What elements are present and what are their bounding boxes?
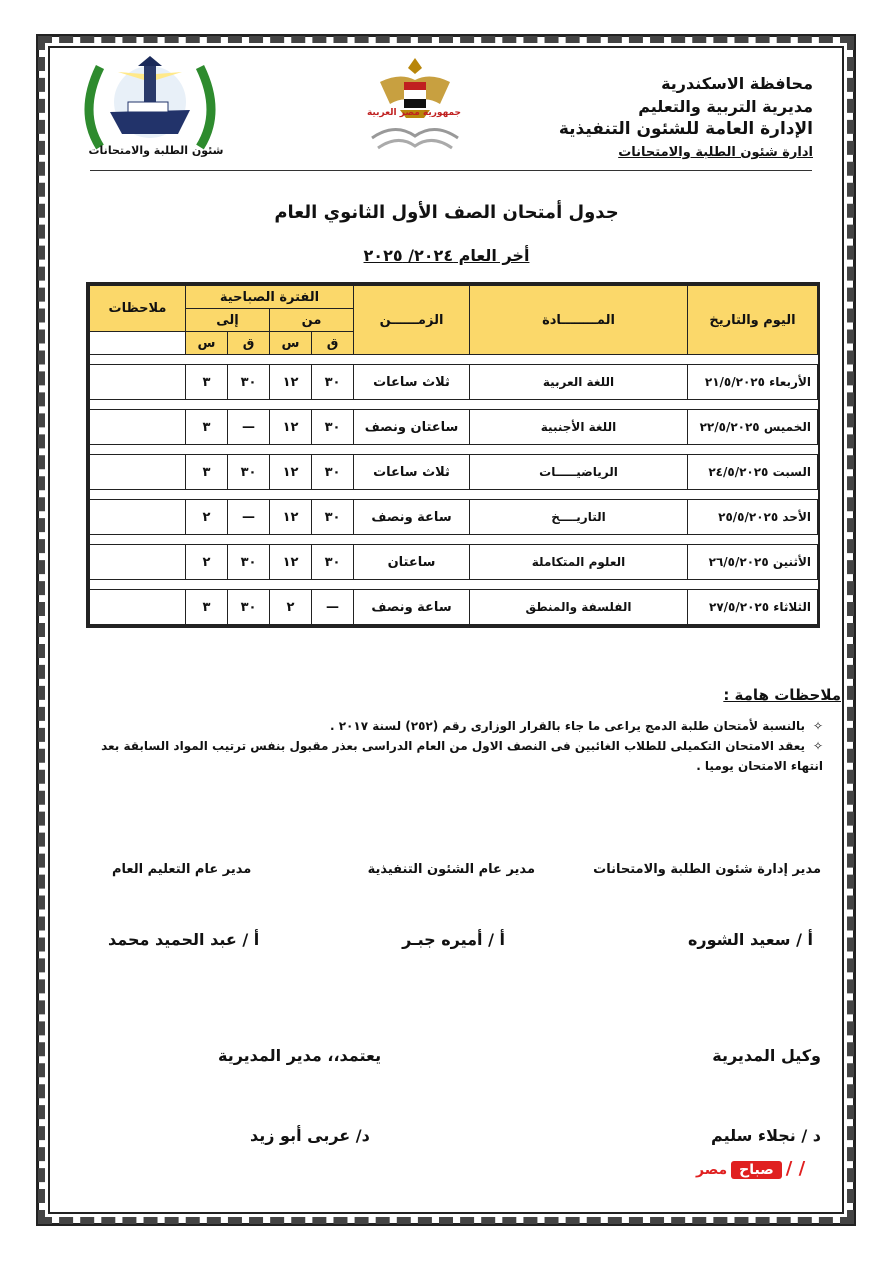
header-from-hour: س [270, 332, 312, 355]
cell-notes [90, 545, 186, 580]
cell-subject: العلوم المتكاملة [470, 545, 688, 580]
watermark-text: مصر [696, 1162, 728, 1178]
cell-to-minute: ٣٠ [228, 455, 270, 490]
left-logo-caption: شئون الطلبة والامتحانات [88, 144, 224, 157]
cell-to-hour: ٣ [186, 455, 228, 490]
header-duration: الزمــــــن [354, 286, 470, 355]
cell-notes [90, 500, 186, 535]
subtitle-text: أخر العام ٢٠٢٤/ ٢٠٢٥ [363, 246, 530, 265]
table-row [90, 410, 818, 445]
approve-title: يعتمد،، مدير المديرية [218, 1046, 382, 1065]
cell-from-hour: ١٢ [270, 410, 312, 445]
diamond-bullet-icon: ✧ [812, 719, 823, 733]
notes-heading: ملاحظات هامة : [723, 686, 841, 704]
cell-from-hour: ١٢ [270, 455, 312, 490]
publisher-watermark [696, 1158, 805, 1179]
exam-schedule-table [86, 282, 820, 628]
cell-subject: اللغة الأجنبية [470, 410, 688, 445]
cell-subject: التاريــــخ [470, 500, 688, 535]
cell-from-minute: — [312, 590, 354, 625]
directorate-name: مديرية التربية والتعليم [638, 97, 813, 116]
eagle-emblem-icon [360, 52, 470, 162]
deputy-name: د / نجلاء سليم [711, 1126, 821, 1145]
cell-notes [90, 365, 186, 400]
cell-duration: ثلاث ساعات [354, 365, 470, 400]
cell-day: الثلاثاء ٢٧/٥/٢٠٢٥ [688, 590, 818, 625]
signature-title-right: مدير إدارة شئون الطلبة والامتحانات [593, 862, 821, 877]
watermark-box: صباح [731, 1161, 782, 1179]
cell-duration: ثلاث ساعات [354, 455, 470, 490]
header-from: من [270, 309, 354, 332]
cell-day: الأثنين ٢٦/٥/٢٠٢٥ [688, 545, 818, 580]
cell-to-hour: ٣ [186, 410, 228, 445]
page-title: جدول أمتحان الصف الأول الثانوي العام [274, 202, 619, 223]
header-morning-period: الفترة الصباحية [186, 286, 354, 309]
list-item [93, 716, 823, 736]
cell-from-hour: ٢ [270, 590, 312, 625]
deputy-title: وكيل المديرية [712, 1046, 821, 1065]
header-day-date: اليوم والتاريخ [688, 286, 818, 355]
cell-from-hour: ١٢ [270, 545, 312, 580]
header-to-hour: س [186, 332, 228, 355]
signature-name-right: أ / سعيد الشوره [687, 930, 813, 949]
cell-to-hour: ٢ [186, 545, 228, 580]
header-to-minute: ق [228, 332, 270, 355]
header-notes-blank [90, 332, 186, 355]
cell-to-minute: — [228, 410, 270, 445]
cell-from-minute: ٣٠ [312, 365, 354, 400]
cell-duration: ساعة ونصف [354, 500, 470, 535]
cell-duration: ساعتان [354, 545, 470, 580]
table-row [90, 545, 818, 580]
cell-notes [90, 410, 186, 445]
cell-to-minute: ٣٠ [228, 590, 270, 625]
governorate-name: محافظة الاسكندرية [661, 74, 813, 93]
cell-day: الأحد ٢٥/٥/٢٠٢٥ [688, 500, 818, 535]
signature-name-left: أ / عبد الحميد محمد [108, 930, 260, 949]
table-row [90, 365, 818, 400]
cell-day: الخميس ٢٢/٥/٢٠٢٥ [688, 410, 818, 445]
signature-title-mid: مدير عام الشئون التنفيذية [367, 862, 535, 877]
emblem-caption: جمهورية مصر العربية [366, 108, 462, 118]
notes-list [93, 716, 823, 776]
cell-from-hour: ١٢ [270, 500, 312, 535]
header-subject: المــــــــادة [470, 286, 688, 355]
header-from-minute: ق [312, 332, 354, 355]
schedule-grid [89, 285, 818, 625]
cell-to-hour: ٣ [186, 365, 228, 400]
cell-from-minute: ٣٠ [312, 545, 354, 580]
cell-subject: اللغة العربية [470, 365, 688, 400]
cell-to-minute: ٣٠ [228, 365, 270, 400]
signature-title-left: مدير عام التعليم العام [112, 862, 252, 877]
note-text: بالنسبة لأمتحان طلبة الدمج يراعى ما جاء بالقرار الوزارى رقم (٢٥٢) لسنة ٢٠١٧ . [329, 719, 805, 733]
header-divider [90, 170, 812, 171]
cell-notes [90, 590, 186, 625]
signature-name-mid: أ / أميره جبـر [402, 930, 505, 949]
cell-subject: الفلسفة والمنطق [470, 590, 688, 625]
department-name: ادارة شئون الطلبة والامتحانات [618, 145, 813, 160]
director-name: د/ عربى أبو زيد [250, 1126, 370, 1145]
diamond-bullet-icon: ✧ [812, 739, 823, 753]
cell-to-minute: ٣٠ [228, 545, 270, 580]
table-row [90, 455, 818, 490]
header-to: إلى [186, 309, 270, 332]
cell-from-minute: ٣٠ [312, 500, 354, 535]
cell-notes [90, 455, 186, 490]
cell-day: السبت ٢٤/٥/٢٠٢٥ [688, 455, 818, 490]
cell-from-hour: ١٢ [270, 365, 312, 400]
cell-duration: ساعة ونصف [354, 590, 470, 625]
cell-day: الأربعاء ٢١/٥/٢٠٢٥ [688, 365, 818, 400]
note-text: يعقد الامتحان التكميلى للطلاب الغائبين فى النصف الاول من العام الدراسى بعذر مقبول بنفس ترتيب المواد السابقة بعد انتهاء الامتحان يوميا . [101, 739, 823, 773]
cell-to-minute: — [228, 500, 270, 535]
page-subtitle [0, 246, 893, 265]
table-row [90, 500, 818, 535]
header-institution [559, 72, 813, 164]
cell-duration: ساعتان ونصف [354, 410, 470, 445]
header-notes: ملاحظات [90, 286, 186, 332]
cell-from-minute: ٣٠ [312, 410, 354, 445]
cell-subject: الرياضيـــــات [470, 455, 688, 490]
cell-to-hour: ٢ [186, 500, 228, 535]
general-admin-name: الإدارة العامة للشئون التنفيذية [558, 119, 813, 139]
table-row [90, 590, 818, 625]
list-item [93, 736, 823, 776]
cell-to-hour: ٣ [186, 590, 228, 625]
slash-icon: / / [785, 1158, 806, 1179]
cell-from-minute: ٣٠ [312, 455, 354, 490]
